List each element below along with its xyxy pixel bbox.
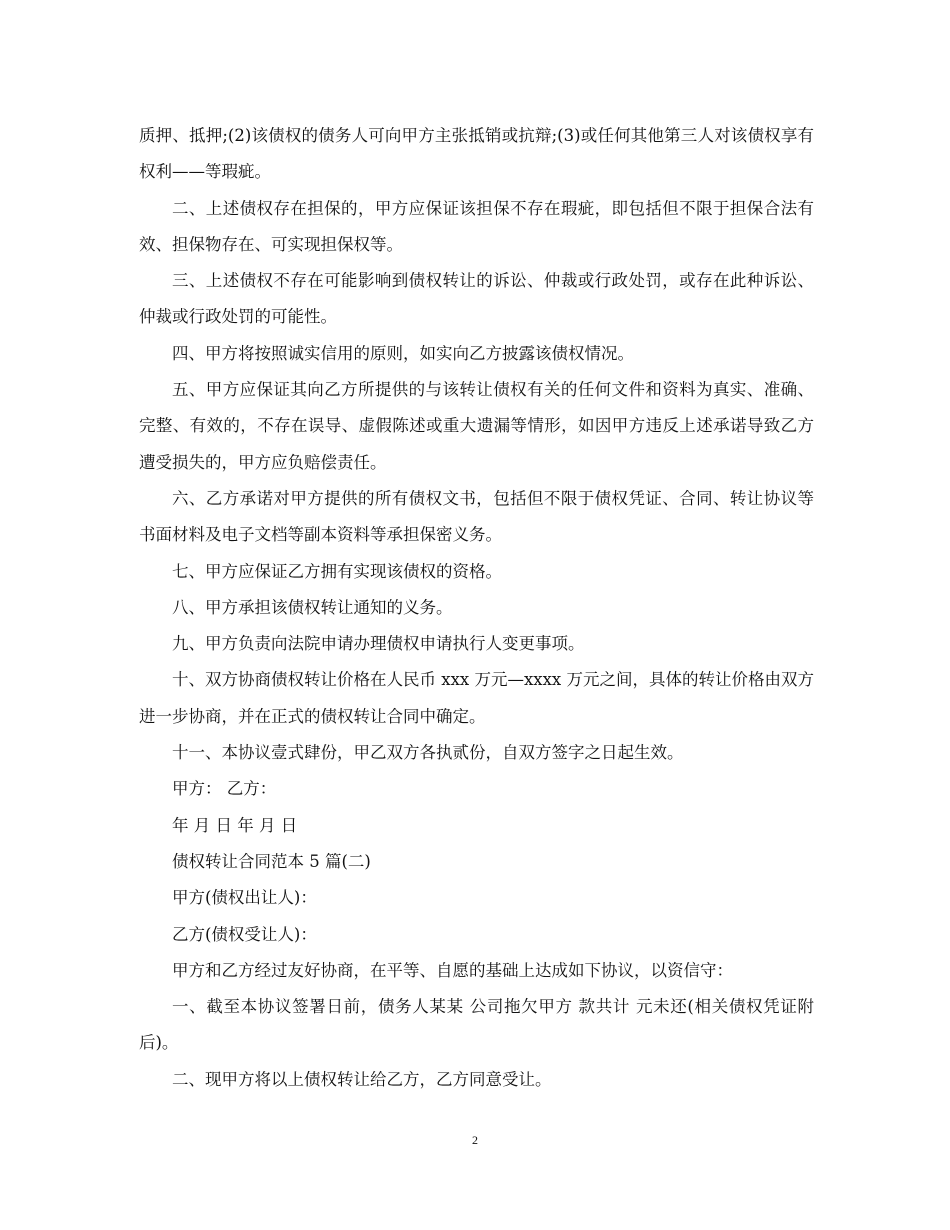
paragraph-continued: 质押、抵押;(2)该债权的债务人可向甲方主张抵销或抗辩;(3)或任何其他第三人对该债权享有权利——等瑕疵。 xyxy=(139,126,814,182)
paragraph-article-1: 一、截至本协议签署日前，债务人某某 公司拖欠甲方 款共计 元未还(相关债权凭证附后)。 xyxy=(139,997,814,1053)
paragraph-clause-4: 四、甲方将按照诚实信用的原则，如实向乙方披露该债权情况。 xyxy=(172,343,634,363)
paragraph-clause-3: 三、上述债权不存在可能影响到债权转让的诉讼、仲裁或行政处罚，或存在此种诉讼、仲裁或行政处罚的可能性。 xyxy=(139,271,814,327)
paragraph-clause-2: 二、上述债权存在担保的，甲方应保证该担保不存在瑕疵，即包括但不限于担保合法有效、担保物存在、可实现担保权等。 xyxy=(139,198,814,254)
paragraph-clause-5: 五、甲方应保证其向乙方所提供的与该转让债权有关的任何文件和资料为真实、准确、完整、有效的，不存在误导、虚假陈述或重大遗漏等情形，如因甲方违反上述承诺导致乙方遭受损失的，甲方应负赔偿责任。 xyxy=(139,380,814,472)
page-number: 2 xyxy=(472,1133,478,1147)
paragraph-clause-8: 八、甲方承担该债权转让通知的义务。 xyxy=(172,597,453,617)
paragraph-article-2: 二、现甲方将以上债权转让给乙方，乙方同意受让。 xyxy=(172,1069,552,1089)
section-heading: 债权转让合同范本 5 篇(二) xyxy=(172,851,371,871)
signature-parties: 甲方： 乙方： xyxy=(172,779,277,799)
paragraph-clause-10: 十、双方协商债权转让价格在人民币 xxx 万元—xxxx 万元之间，具体的转让价格由双方进一步协商，并在正式的债权转让合同中确定。 xyxy=(139,670,814,726)
paragraph-clause-11: 十一、本协议壹式肆份，甲乙双方各执贰份，自双方签字之日起生效。 xyxy=(172,743,684,763)
paragraph-clause-9: 九、甲方负责向法院申请办理债权申请执行人变更事项。 xyxy=(172,634,585,654)
document-body xyxy=(139,118,814,1098)
agreement-preamble: 甲方和乙方经过友好协商，在平等、自愿的基础上达成如下协议，以资信守： xyxy=(172,960,733,980)
party-b-line: 乙方(债权受让人)： xyxy=(172,924,317,944)
paragraph-clause-7: 七、甲方应保证乙方拥有实现该债权的资格。 xyxy=(172,561,502,581)
paragraph-clause-6: 六、乙方承诺对甲方提供的所有债权文书，包括但不限于债权凭证、合同、转让协议等书面材料及电子文档等副本资料等承担保密义务。 xyxy=(139,488,814,545)
signature-dates: 年 月 日 年 月 日 xyxy=(172,815,298,835)
party-a-line: 甲方(债权出让人)： xyxy=(172,888,317,908)
